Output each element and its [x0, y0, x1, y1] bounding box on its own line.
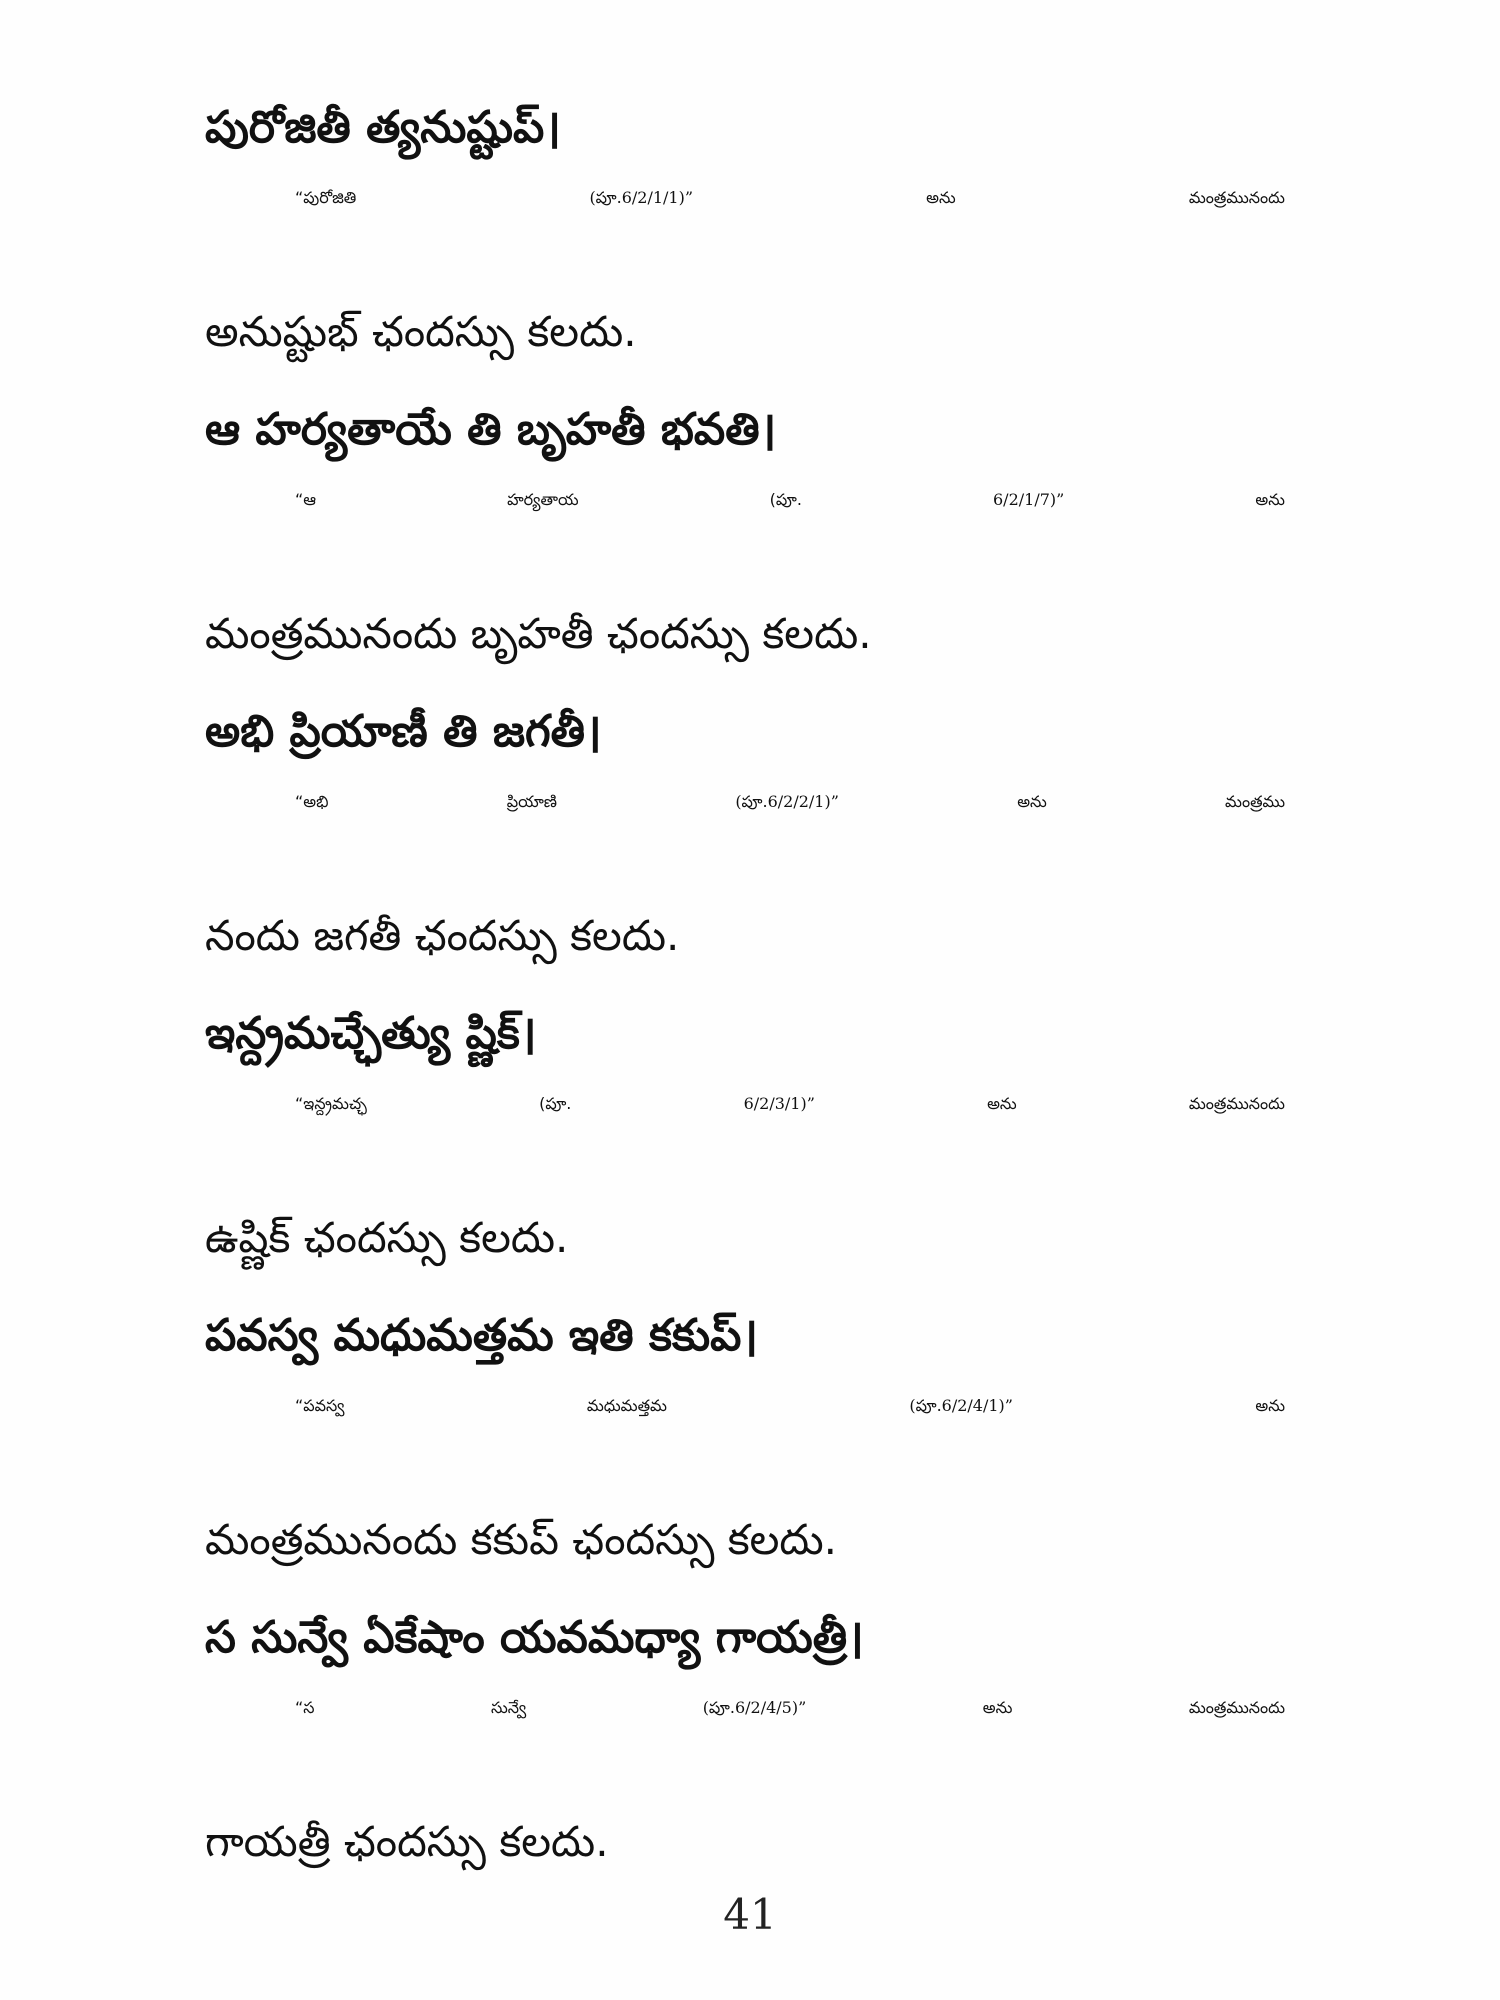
word: (పూ.	[769, 490, 802, 509]
word: (పూ.	[539, 1094, 572, 1113]
paragraph-line-1	[205, 1094, 1285, 1190]
word: మంత్రమునందు	[1188, 1094, 1285, 1113]
word: అను	[1255, 490, 1285, 509]
word: “పవస్వ	[295, 1396, 345, 1415]
paragraph-line-1	[205, 792, 1285, 888]
section-2	[205, 390, 1285, 682]
word: “స	[295, 1698, 315, 1717]
section-4	[205, 994, 1285, 1286]
page-content	[205, 88, 1285, 1890]
word: అను	[926, 188, 956, 207]
section-3	[205, 692, 1285, 984]
word: “పురోజితి	[295, 188, 357, 207]
paragraph-line-2: మంత్రమునందు బృహతీ ఛందస్సు కలదు.	[205, 609, 872, 658]
word: “ఆ	[295, 490, 317, 509]
paragraph-line-2: ఉష్ణిక్ ఛందస్సు కలదు.	[205, 1213, 569, 1262]
section-5	[205, 1296, 1285, 1588]
paragraph-line-2: నందు జగతీ ఛందస్సు కలదు.	[205, 911, 680, 960]
paragraph-line-1	[205, 188, 1285, 284]
paragraph-line-1	[205, 1396, 1285, 1492]
word: సున్వే	[491, 1698, 527, 1717]
word: మంత్రమునందు	[1188, 188, 1285, 207]
section-heading: పురోజితీ త్యనుష్టుప్।	[205, 102, 561, 153]
word: హర్యతాయ	[507, 490, 579, 509]
section-6	[205, 1598, 1285, 1890]
word: “ఇన్ద్రమచ్ఛ	[295, 1094, 367, 1113]
word: అను	[987, 1094, 1017, 1113]
section-heading: అభి ప్రియాణీ తి జగతీ।	[205, 706, 602, 757]
section-heading: ఆ హర్యతాయే తి బృహతీ భవతి।	[205, 404, 777, 455]
paragraph-line-2: మంత్రమునందు కకుప్ ఛందస్సు కలదు.	[205, 1515, 837, 1564]
word: అను	[1255, 1396, 1285, 1415]
section-1	[205, 88, 1285, 380]
word: అను	[1017, 792, 1047, 811]
paragraph-line-2: అనుష్టుభ్ ఛందస్సు కలదు.	[205, 307, 637, 356]
paragraph-line-1	[205, 490, 1285, 586]
word: అను	[982, 1698, 1013, 1717]
paragraph-line-2: గాయత్రీ ఛందస్సు కలదు.	[205, 1817, 609, 1866]
citation: (పూ.6/2/1/1)”	[589, 188, 694, 207]
citation: (పూ.6/2/4/1)”	[909, 1396, 1013, 1415]
word: ప్రియాణి	[506, 792, 558, 811]
paragraph-line-1	[205, 1698, 1285, 1794]
page-number: 41	[723, 1890, 777, 1939]
word: మంత్రము	[1225, 792, 1285, 811]
citation: 6/2/1/7)”	[993, 490, 1065, 509]
section-heading: స సున్వే ఏకేషాం యవమధ్యా గాయత్రీ।	[205, 1612, 864, 1663]
word: మంత్రమునందు	[1188, 1698, 1285, 1717]
section-heading: పవస్వ మధుమత్తమ ఇతి కకుప్।	[205, 1310, 759, 1361]
citation: (పూ.6/2/2/1)”	[735, 792, 839, 811]
section-heading: ఇన్ద్రమచ్ఛేత్యు ష్ణిక్।	[205, 1008, 537, 1059]
word: మధుమత్తమ	[586, 1396, 667, 1415]
word: “అభి	[295, 792, 329, 811]
citation: (పూ.6/2/4/5)”	[702, 1698, 807, 1717]
citation: 6/2/3/1)”	[743, 1094, 815, 1113]
